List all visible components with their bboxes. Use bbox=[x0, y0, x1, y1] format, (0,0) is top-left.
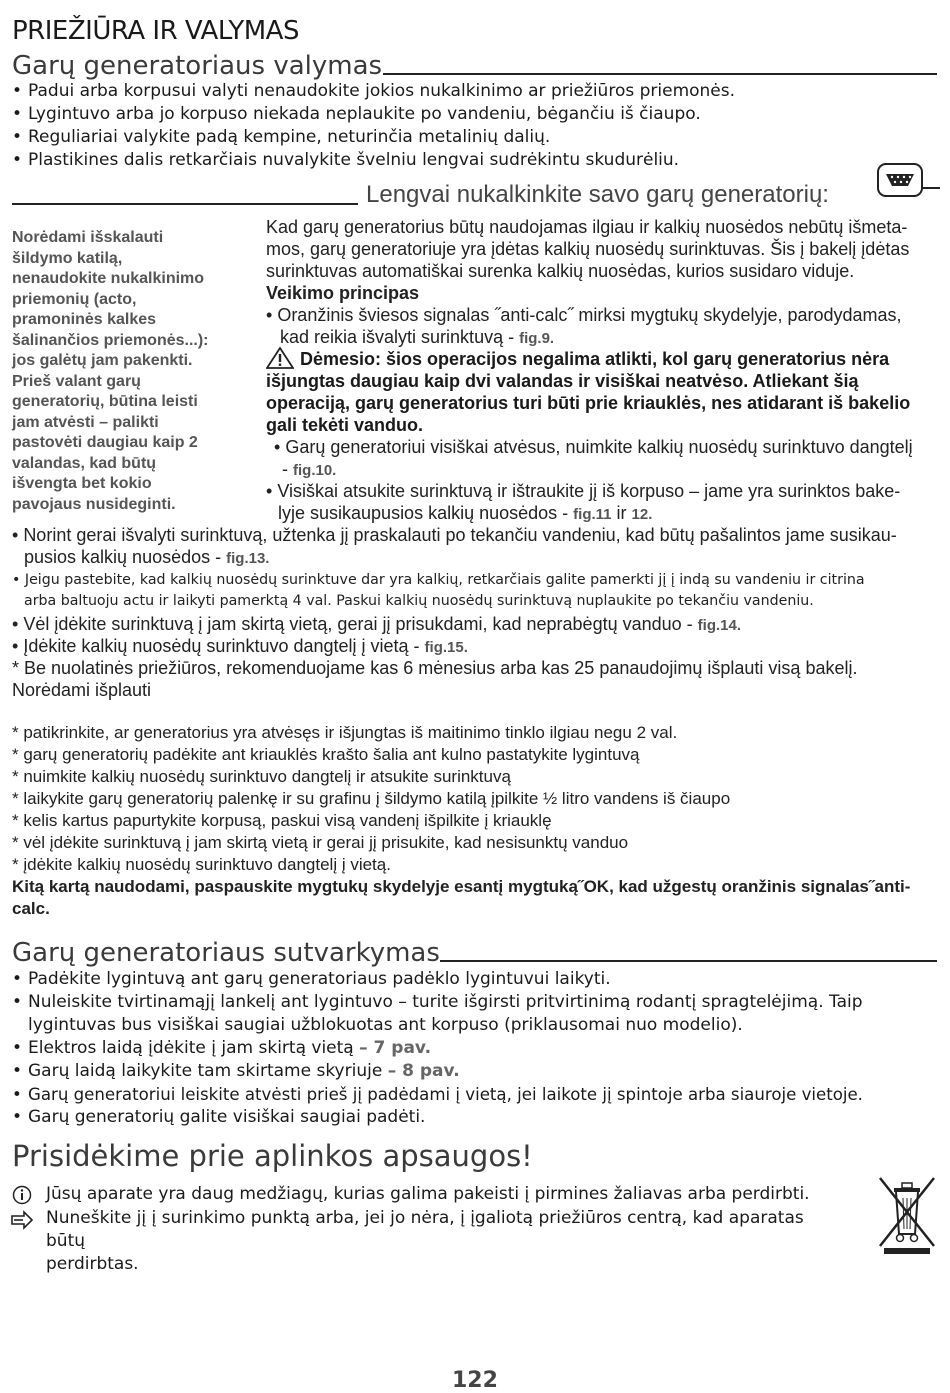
maintenance-note: * Be nuolatinės priežiūros, rekomenduojame kas 6 mėnesius arba kas 25 panaudojimų išplauti visą bakelį. bbox=[12, 658, 858, 678]
list-item: • Jeigu pastebite, kad kalkių nuosėdų surinktuve dar yra kalkių, retkarčiais galite pamerkti jį į indą su vandeniu ir citrina arba baltuoju actu ir laikyti pamerktą 4 val. Paskui kalkių nuosėdų surinktuvą nuplaukite po tekančiu vandeniu. bbox=[12, 572, 865, 609]
heading-rule bbox=[383, 73, 937, 75]
list-item: • Vėl įdėkite surinktuvą į jam skirtą vietą, gerai jį prisukdami, kad neprabėgtų vanduo - fig.14. bbox=[12, 614, 742, 634]
list-item: • Įdėkite kalkių nuosėdų surinktuvo dangtelį į vietą - fig.15. bbox=[12, 636, 468, 656]
section-heading-descaling: Lengvai nukalkinkite savo garų generatorių: bbox=[366, 181, 829, 208]
list-item: * garų generatorių padėkite ant kriauklės krašto šalia ant kulno pastatykite lygintuvą bbox=[12, 745, 640, 764]
recycle-info: Jūsų aparate yra daug medžiagų, kurias galima pakeisti į pirmines žaliavas arba perdirbti. bbox=[46, 1184, 810, 1204]
list-item: • Lygintuvo arba jo korpuso niekada neplaukite po vandeniu, bėgančiu iš čiaupo. bbox=[12, 104, 701, 124]
iron-soleplate-icon bbox=[876, 162, 942, 200]
list-item: * vėl įdėkite surinktuvą į jam skirtą vietą ir gerai jį prisukite, kad nesisunktų vanduo bbox=[12, 833, 629, 852]
page-number: 122 bbox=[452, 1368, 498, 1393]
list-item: • Reguliariai valykite padą kempine, neturinčia metalinių dalių. bbox=[12, 127, 551, 147]
next-time-note: Kitą kartą naudodami, paspauskite mygtukų skydelyje esantį mygtuką˝OK, kad užgestų oranžinis signalas˝anti- calc. bbox=[12, 877, 911, 918]
crossed-bin-icon bbox=[876, 1174, 938, 1254]
recycle-instruction: Nuneškite jį į surinkimo punktą arba, jei jo nėra, į įgaliotą priežiūros centrą, kad aparatas būtų perdirbtas. bbox=[46, 1208, 804, 1274]
list-item: * laikykite garų generatorių palenkę ir su grafinu į šildymo katilą įpilkite ½ litro vandens iš čiaupo bbox=[12, 789, 731, 808]
section-heading-storage: Garų generatoriaus sutvarkymas bbox=[12, 938, 440, 968]
list-item: • Oranžinis šviesos signalas ˝anti-calc˝ mirksi mygtukų skydelyje, parodydamas, bbox=[266, 305, 902, 325]
warning-paragraph: Dėmesio: šios operacijos negalima atlikti, kol garų generatorius nėra išjungtas daugiau kaip dvi valandas ir visiškai neatvėso. Atliekant šią operaciją, garų generatorius turi būti prie kriauklės, nes atidarant iš bakelio gali tekėti vanduo. bbox=[266, 349, 911, 435]
intro-paragraph: Kad garų generatorius būtų naudojamas ilgiau ir kalkių nuosėdos nebūtų išmeta- mos, garų generatoriuje yra įdėtas kalkių nuosėdų surinktuvas. Šis į bakelį įdėtas surinktuvas automatiškai surenka kalkių nuosėdas, kurios susidaro viduje. Veikimo principas • Oranžinis šviesos signalas ˝anti-calc˝ mirksi mygtukų skydelyje, parodydamas, kad reikia išvalyti surinktuvą - fig.9. bbox=[266, 216, 909, 350]
figure-reference: fig.13. bbox=[226, 550, 270, 567]
list-item: • Norint gerai išvalyti surinktuvą, užtenka jį praskalauti po tekančiu vandeniu, kad būtų pašalintos jame susikau- pusios kalkių nuosėdos - fig.13. bbox=[12, 525, 897, 567]
figure-reference: fig.11 bbox=[573, 506, 612, 523]
list-item: * nuimkite kalkių nuosėdų surinktuvo dangtelį ir atsukite surinktuvą bbox=[12, 767, 511, 786]
flush-steps bbox=[12, 722, 730, 876]
heading-rule bbox=[12, 203, 358, 205]
figure-reference: 12. bbox=[631, 506, 653, 523]
sidebar-warning-note: Norėdami išskalauti šildymo katilą, nenaudokite nukalkinimo priemonių (acto, pramoninės kalkes šalinančios priemonės...): jos galėtų jam pakenkti. Prieš valant garų generatorių, būtina leisti jam atvėsti – palikti pastovėti daugiau kaip 2 valandas, kad būtų išvengta bet kokio pavojaus nusideginti. bbox=[12, 229, 209, 513]
section-heading-environment: Prisidėkime prie aplinkos apsaugos! bbox=[12, 1139, 533, 1173]
list-item: • Visiškai atsukite surinktuvą ir ištraukite jį iš korpuso – jame yra surinktos bake- lyje susikaupusios kalkių nuosėdos - fig.11 ir 12. bbox=[266, 481, 901, 523]
list-item: * patikrinkite, ar generatorius yra atvėsęs ir išjungtas iš maitinimo tinklo ilgiau negu 2 val. bbox=[12, 723, 678, 742]
list-item: * kelis kartus papurtykite korpusą, paskui visą vandenį išpilkite į kriauklę bbox=[12, 811, 552, 830]
list-item: • Padėkite lygintuvą ant garų generatoriaus padėklo lygintuvui laikyti. bbox=[12, 969, 611, 989]
section-heading-cleaning: Garų generatoriaus valymas bbox=[12, 51, 383, 81]
list-item: • Garų generatorių galite visiškai saugiai padėti. bbox=[12, 1107, 426, 1127]
list-item: • Padui arba korpusui valyti nenaudokite jokios nukalkinimo ar priežiūros priemonės. bbox=[12, 81, 736, 101]
info-circle-icon bbox=[12, 1185, 32, 1205]
flush-intro: Norėdami išplauti bbox=[12, 680, 152, 700]
list-item: • Plastikines dalis retkarčiais nuvalykite švelniu lengvai sudrėkintu skudurėliu. bbox=[12, 150, 680, 170]
figure-reference: – 7 pav. bbox=[359, 1038, 432, 1058]
principle-heading: Veikimo principas bbox=[266, 283, 420, 303]
list-item: • Garų laidą laikykite tam skirtame skyriuje – 8 pav. bbox=[12, 1061, 460, 1081]
list-item: • Nuleiskite tvirtinamąjį lankelį ant lygintuvo – turite išgirsti pritvirtinimą rodantį spragtelėjimą. Taip lygintuvas bus visiškai saugiai užblokuotas ant korpuso (priklausomai nuo modelio). bbox=[12, 992, 863, 1035]
heading-rule bbox=[440, 960, 937, 962]
figure-reference: fig.9. bbox=[519, 330, 555, 347]
figure-reference: – 8 pav. bbox=[387, 1061, 460, 1081]
figure-reference: fig.10. bbox=[293, 462, 337, 479]
figure-reference: fig.14. bbox=[697, 617, 742, 634]
page-title: PRIEŽIŪRA IR VALYMAS bbox=[12, 16, 299, 46]
list-item-cont: kad reikia išvalyti surinktuvą - fig.9. bbox=[280, 327, 555, 347]
list-item: • Elektros laidą įdėkite į jam skirtą vietą – 7 pav. bbox=[12, 1038, 432, 1058]
list-item: • Garų generatoriui visiškai atvėsus, nuimkite kalkių nuosėdų surinktuvo dangtelį - fig.10. bbox=[274, 437, 913, 479]
figure-reference: fig.15. bbox=[424, 639, 468, 656]
list-item: • Garų generatoriui leiskite atvėsti prieš jį padėdami į vietą, jei laikote jį spintoje arba siauroje vietoje. bbox=[12, 1085, 863, 1104]
list-item: * įdėkite kalkių nuosėdų surinktuvo dangtelį į vietą. bbox=[12, 855, 391, 874]
arrow-hand-icon bbox=[10, 1210, 34, 1230]
